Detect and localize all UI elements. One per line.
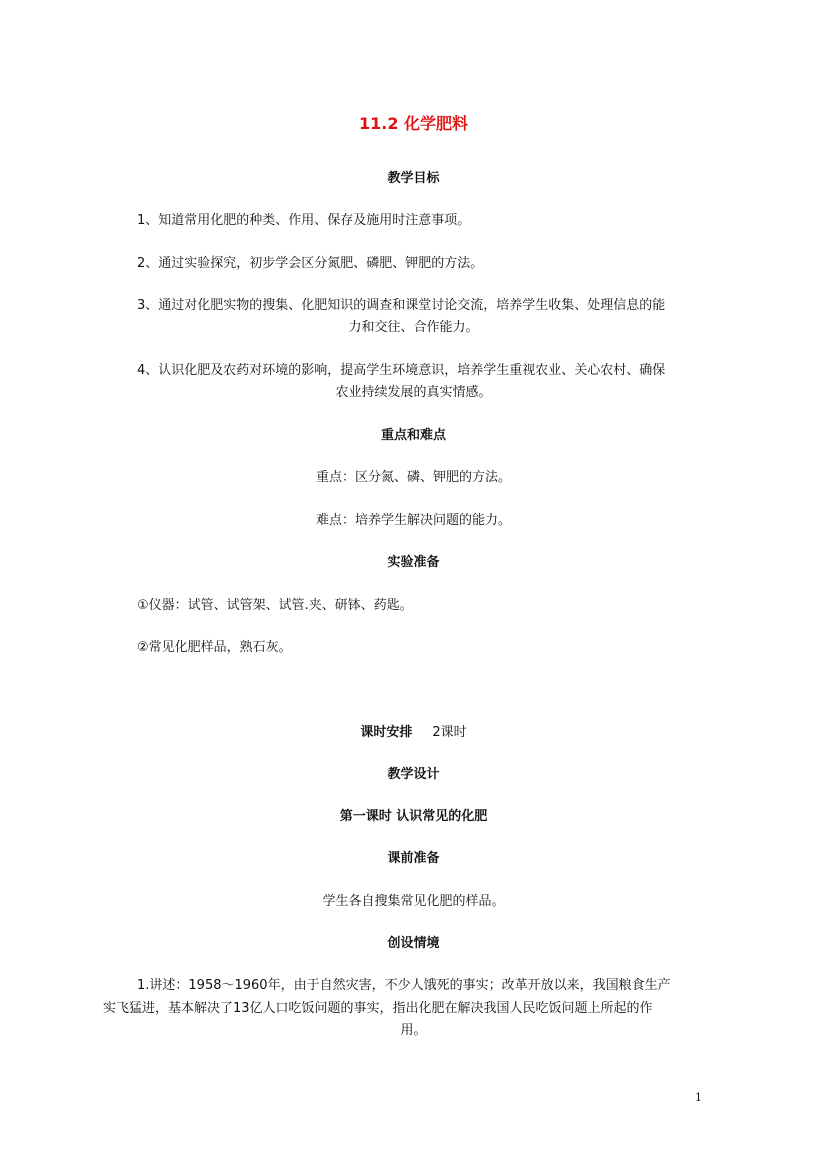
- key-point-text: 重点：区分氮、磷、钾肥的方法。: [315, 470, 511, 485]
- heading-teaching-design: 教学设计: [387, 767, 440, 782]
- goal-item-4-continued: 农业持续发展的真实情感。: [335, 385, 492, 400]
- goal-item-1: 1、知道常用化肥的种类、作用、保存及施用时注意事项。: [137, 213, 471, 228]
- heading-scenario: 创设情境: [387, 936, 440, 951]
- schedule-label: 课时安排: [360, 725, 413, 740]
- heading-pre-class: 课前准备: [387, 851, 440, 866]
- heading-teaching-goals: 教学目标: [387, 171, 440, 186]
- document-title: 11.2 化学肥料: [358, 114, 469, 133]
- lesson-1-title: 第一课时 认识常见的化肥: [339, 809, 488, 824]
- goal-item-4: 4、认识化肥及农药对环境的影响，提高学生环境意识，培养学生重视农业、关心农村、确保: [137, 363, 666, 378]
- schedule-line: [0, 725, 827, 741]
- scenario-line-2: 实飞猛进，基本解决了13亿人口吃饭问题的事实，指出化肥在解决我国人民吃饭问题上所起的作: [103, 1001, 653, 1016]
- heading-key-points: 重点和难点: [380, 428, 446, 443]
- schedule-value: 2课时: [432, 725, 467, 740]
- goal-item-2: 2、通过实验探究，初步学会区分氮肥、磷肥、钾肥的方法。: [137, 256, 484, 271]
- prep-item-instruments: ①仪器：试管、试管架、试管.夹、研钵、药匙。: [137, 598, 413, 613]
- scenario-line-1: 1.讲述：1958～1960年，由于自然灾害，不少人饿死的事实；改革开放以来，我国粮食生产: [137, 978, 671, 993]
- scenario-line-3: 用。: [400, 1023, 427, 1038]
- prep-item-samples: ②常见化肥样品，熟石灰。: [137, 640, 292, 655]
- goal-item-3-continued: 力和交往、合作能力。: [348, 320, 479, 335]
- page-number: 1: [695, 1091, 702, 1104]
- pre-class-text: 学生各自搜集常见化肥的样品。: [322, 894, 505, 909]
- heading-experiment-prep: 实验准备: [387, 555, 440, 570]
- difficulty-text: 难点：培养学生解决问题的能力。: [315, 513, 511, 528]
- goal-item-3: 3、通过对化肥实物的搜集、化肥知识的调查和课堂讨论交流，培养学生收集、处理信息的能: [137, 298, 666, 313]
